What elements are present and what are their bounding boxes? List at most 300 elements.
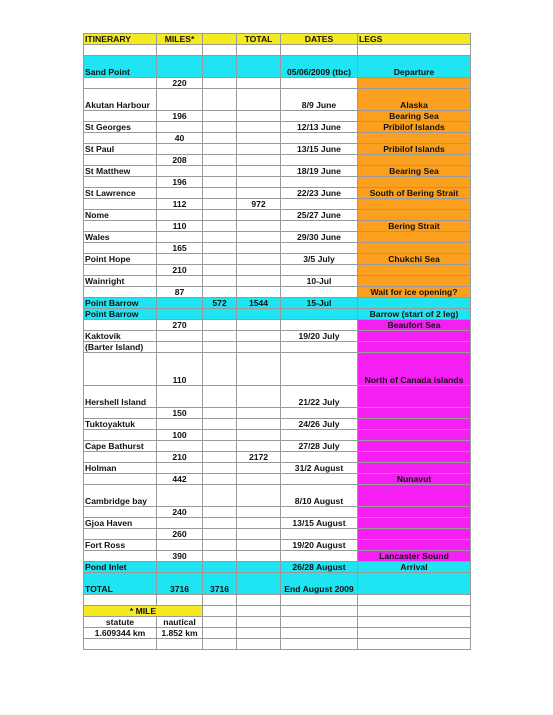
total-cell [237, 320, 281, 331]
itinerary-cell [84, 177, 157, 188]
total-cell [237, 45, 281, 56]
miles-cell: 270 [157, 320, 203, 331]
itinerary-cell: Point Barrow [84, 309, 157, 320]
header-total: TOTAL [237, 34, 281, 45]
table-row [84, 199, 471, 210]
legs-cell: Nunavut [358, 474, 471, 485]
miles-cell [157, 441, 203, 452]
total-cell [237, 562, 281, 573]
dates-cell: 25/27 June [281, 210, 358, 221]
total-cell [237, 485, 281, 507]
miles-cell [157, 232, 203, 243]
total-cell [237, 331, 281, 342]
header-row [84, 34, 471, 45]
table-row [84, 56, 471, 78]
legs-cell: Bearing Sea [358, 111, 471, 122]
dates-cell [281, 342, 358, 353]
legs-cell: North of Canada islands [358, 353, 471, 386]
total-cell [237, 155, 281, 166]
itinerary-cell [84, 408, 157, 419]
dates-cell: 27/28 July [281, 441, 358, 452]
dates-cell: 12/13 June [281, 122, 358, 133]
miles-cell: 442 [157, 474, 203, 485]
dates-cell: 29/30 June [281, 232, 358, 243]
miles-cell: 196 [157, 177, 203, 188]
legs-cell: Wait for ice opening? [358, 287, 471, 298]
total-cell [237, 232, 281, 243]
total-cell: 1544 [237, 298, 281, 309]
dates-cell: 13/15 August [281, 518, 358, 529]
legs-cell: Bearing Sea [358, 166, 471, 177]
total-cell [237, 210, 281, 221]
subtotal-cell [203, 331, 237, 342]
footnote-value-row [84, 628, 471, 639]
miles-cell [157, 188, 203, 199]
itinerary-cell: Wales [84, 232, 157, 243]
total-cell [237, 474, 281, 485]
dates-cell: End August 2009 [281, 573, 358, 595]
dates-cell [281, 78, 358, 89]
dates-cell: 8/9 June [281, 89, 358, 111]
itinerary-cell: TOTAL [84, 573, 157, 595]
itinerary-cell [84, 133, 157, 144]
subtotal-cell [203, 529, 237, 540]
miles-cell: 196 [157, 111, 203, 122]
itinerary-cell [84, 45, 157, 56]
dates-cell [281, 177, 358, 188]
dates-cell [281, 529, 358, 540]
legs-cell [358, 133, 471, 144]
subtotal-cell [203, 441, 237, 452]
itinerary-cell [84, 78, 157, 89]
miles-cell: 110 [157, 221, 203, 232]
subtotal-cell [203, 518, 237, 529]
miles-cell: 150 [157, 408, 203, 419]
table-row [84, 562, 471, 573]
miles-cell [157, 210, 203, 221]
itinerary-cell: Cambridge bay [84, 485, 157, 507]
total-cell [237, 133, 281, 144]
dates-cell: 31/2 August [281, 463, 358, 474]
table-row [84, 144, 471, 155]
subtotal-cell [203, 485, 237, 507]
dates-cell [281, 287, 358, 298]
itinerary-cell [84, 430, 157, 441]
legs-cell [358, 78, 471, 89]
total-cell [237, 551, 281, 562]
total-cell [237, 56, 281, 78]
spacer-row [84, 639, 471, 650]
table-row [84, 254, 471, 265]
subtotal-cell [203, 276, 237, 287]
legs-cell [358, 177, 471, 188]
miles-cell [157, 342, 203, 353]
legs-cell [358, 463, 471, 474]
total-cell [237, 89, 281, 111]
total-cell [237, 188, 281, 199]
miles-cell [157, 518, 203, 529]
miles-cell: 210 [157, 452, 203, 463]
dates-cell [281, 133, 358, 144]
total-cell [237, 287, 281, 298]
itinerary-cell [84, 353, 157, 386]
miles-cell [157, 309, 203, 320]
subtotal-cell [203, 243, 237, 254]
legs-cell [358, 331, 471, 342]
table-row [84, 419, 471, 430]
table-row [84, 353, 471, 386]
total-cell [237, 518, 281, 529]
itinerary-cell: Fort Ross [84, 540, 157, 551]
miles-cell [157, 419, 203, 430]
total-cell [237, 254, 281, 265]
miles-cell [157, 122, 203, 133]
table-row [84, 122, 471, 133]
itinerary-cell: Kaktovik [84, 331, 157, 342]
header-blank [203, 34, 237, 45]
legs-cell [358, 386, 471, 408]
table-row [84, 188, 471, 199]
total-cell [237, 386, 281, 408]
subtotal-cell [203, 474, 237, 485]
total-cell [237, 276, 281, 287]
miles-cell: 110 [157, 353, 203, 386]
total-cell [237, 111, 281, 122]
dates-cell [281, 309, 358, 320]
total-cell [237, 353, 281, 386]
table-row [84, 474, 471, 485]
subtotal-cell [203, 265, 237, 276]
dates-cell [281, 45, 358, 56]
legs-cell [358, 529, 471, 540]
legs-cell [358, 573, 471, 595]
total-cell [237, 507, 281, 518]
itinerary-cell [84, 452, 157, 463]
itinerary-cell: Point Hope [84, 254, 157, 265]
legs-cell: Bering Strait [358, 221, 471, 232]
table-row [84, 298, 471, 309]
total-cell [237, 408, 281, 419]
subtotal-cell [203, 45, 237, 56]
table-row [84, 430, 471, 441]
miles-cell [157, 463, 203, 474]
miles-cell [157, 56, 203, 78]
itinerary-cell: Hershell Island [84, 386, 157, 408]
table-row [84, 408, 471, 419]
table-row [84, 529, 471, 540]
dates-cell [281, 243, 358, 254]
dates-cell: 13/15 June [281, 144, 358, 155]
table-row [84, 133, 471, 144]
total-cell [237, 540, 281, 551]
dates-cell: 10-Jul [281, 276, 358, 287]
dates-cell [281, 430, 358, 441]
table-row [84, 342, 471, 353]
total-cell [237, 265, 281, 276]
table-row [84, 386, 471, 408]
subtotal-cell [203, 408, 237, 419]
legs-cell: South of Bering Strait [358, 188, 471, 199]
subtotal-cell [203, 111, 237, 122]
subtotal-cell [203, 287, 237, 298]
table-row [84, 441, 471, 452]
miles-cell: 112 [157, 199, 203, 210]
dates-cell [281, 199, 358, 210]
subtotal-cell [203, 254, 237, 265]
dates-cell [281, 507, 358, 518]
dates-cell [281, 320, 358, 331]
miles-cell: 165 [157, 243, 203, 254]
miles-cell: 240 [157, 507, 203, 518]
table-row [84, 276, 471, 287]
itinerary-cell: (Barter Island) [84, 342, 157, 353]
itinerary-cell: Cape Bathurst [84, 441, 157, 452]
total-cell [237, 309, 281, 320]
itinerary-cell: Akutan Harbour [84, 89, 157, 111]
total-cell [237, 573, 281, 595]
legs-cell [358, 408, 471, 419]
statute-value: 1.609344 km [84, 628, 157, 639]
subtotal-cell [203, 353, 237, 386]
footnote-title: * MILE [84, 606, 203, 617]
total-cell [237, 144, 281, 155]
legs-cell [358, 276, 471, 287]
subtotal-cell [203, 199, 237, 210]
legs-cell [358, 155, 471, 166]
legs-cell [358, 232, 471, 243]
itinerary-cell: Nome [84, 210, 157, 221]
table-row [84, 210, 471, 221]
miles-cell: 87 [157, 287, 203, 298]
legs-cell [358, 540, 471, 551]
itinerary-cell [84, 320, 157, 331]
miles-cell [157, 386, 203, 408]
header-itinerary: ITINERARY [84, 34, 157, 45]
subtotal-cell [203, 540, 237, 551]
dates-cell: 18/19 June [281, 166, 358, 177]
subtotal-cell [203, 166, 237, 177]
table-row [84, 111, 471, 122]
dates-cell [281, 265, 358, 276]
subtotal-cell [203, 155, 237, 166]
subtotal-cell [203, 89, 237, 111]
itinerary-cell: St Lawrence [84, 188, 157, 199]
miles-cell: 40 [157, 133, 203, 144]
subtotal-cell [203, 507, 237, 518]
table-row [84, 485, 471, 507]
miles-cell [157, 276, 203, 287]
subtotal-cell [203, 309, 237, 320]
itinerary-cell [84, 155, 157, 166]
table-row [84, 287, 471, 298]
dates-cell: 22/23 June [281, 188, 358, 199]
subtotal-cell [203, 133, 237, 144]
dates-cell [281, 111, 358, 122]
legs-cell: Lancaster Sound [358, 551, 471, 562]
table-row [84, 573, 471, 595]
legs-cell [358, 243, 471, 254]
total-cell [237, 441, 281, 452]
total-cell [237, 342, 281, 353]
table-row [84, 243, 471, 254]
miles-cell: 100 [157, 430, 203, 441]
itinerary-cell: Gjoa Haven [84, 518, 157, 529]
table-row [84, 331, 471, 342]
table-row [84, 89, 471, 111]
table-row [84, 45, 471, 56]
miles-cell [157, 298, 203, 309]
table-row [84, 551, 471, 562]
legs-cell: Alaska [358, 89, 471, 111]
miles-cell: 220 [157, 78, 203, 89]
table-row [84, 540, 471, 551]
legs-cell [358, 265, 471, 276]
itinerary-cell: St Georges [84, 122, 157, 133]
subtotal-cell [203, 210, 237, 221]
table-row [84, 155, 471, 166]
legs-cell [358, 45, 471, 56]
miles-cell [157, 485, 203, 507]
itinerary-cell [84, 474, 157, 485]
nautical-value: 1.852 km [157, 628, 203, 639]
itinerary-cell: Pond Inlet [84, 562, 157, 573]
itinerary-cell [84, 265, 157, 276]
dates-cell: 3/5 July [281, 254, 358, 265]
dates-cell [281, 452, 358, 463]
table-row [84, 463, 471, 474]
subtotal-cell [203, 463, 237, 474]
dates-cell [281, 353, 358, 386]
table-row [84, 518, 471, 529]
dates-cell [281, 474, 358, 485]
dates-cell: 8/10 August [281, 485, 358, 507]
subtotal-cell [203, 551, 237, 562]
table-row [84, 452, 471, 463]
dates-cell: 24/26 July [281, 419, 358, 430]
subtotal-cell [203, 430, 237, 441]
miles-cell: 208 [157, 155, 203, 166]
miles-cell [157, 89, 203, 111]
total-cell [237, 463, 281, 474]
legs-cell: Pribilof Islands [358, 122, 471, 133]
dates-cell: 19/20 July [281, 331, 358, 342]
total-cell [237, 177, 281, 188]
miles-cell [157, 144, 203, 155]
total-cell [237, 122, 281, 133]
subtotal-cell: 572 [203, 298, 237, 309]
itinerary-cell: Point Barrow [84, 298, 157, 309]
table-row [84, 507, 471, 518]
footnote-title-row [84, 606, 471, 617]
table-row [84, 177, 471, 188]
subtotal-cell [203, 342, 237, 353]
miles-cell [157, 45, 203, 56]
legs-cell: Chukchi Sea [358, 254, 471, 265]
total-cell [237, 430, 281, 441]
dates-cell [281, 221, 358, 232]
itinerary-cell [84, 507, 157, 518]
dates-cell: 21/22 July [281, 386, 358, 408]
subtotal-cell [203, 320, 237, 331]
legs-cell [358, 298, 471, 309]
legs-cell: Beaufort Sea [358, 320, 471, 331]
table-row [84, 166, 471, 177]
itinerary-cell [84, 551, 157, 562]
dates-cell [281, 155, 358, 166]
dates-cell [281, 408, 358, 419]
subtotal-cell [203, 188, 237, 199]
itinerary-cell [84, 243, 157, 254]
miles-cell [157, 254, 203, 265]
itinerary-cell: Tuktoyaktuk [84, 419, 157, 430]
total-cell [237, 221, 281, 232]
subtotal-cell [203, 144, 237, 155]
subtotal-cell [203, 562, 237, 573]
miles-cell [157, 166, 203, 177]
statute-label: statute [84, 617, 157, 628]
miles-cell: 210 [157, 265, 203, 276]
legs-cell [358, 419, 471, 430]
itinerary-cell: Holman [84, 463, 157, 474]
subtotal-cell [203, 386, 237, 408]
itinerary-cell [84, 199, 157, 210]
legs-cell [358, 210, 471, 221]
miles-cell [157, 331, 203, 342]
legs-cell [358, 518, 471, 529]
itinerary-cell [84, 529, 157, 540]
itinerary-table [83, 33, 471, 650]
subtotal-cell [203, 221, 237, 232]
dates-cell: 19/20 August [281, 540, 358, 551]
legs-cell [358, 342, 471, 353]
miles-cell: 390 [157, 551, 203, 562]
header-legs: LEGS [358, 34, 471, 45]
itinerary-cell: Wainright [84, 276, 157, 287]
itinerary-cell: St Paul [84, 144, 157, 155]
footnote-label-row [84, 617, 471, 628]
subtotal-cell [203, 122, 237, 133]
subtotal-cell [203, 56, 237, 78]
legs-cell [358, 199, 471, 210]
miles-cell: 260 [157, 529, 203, 540]
total-cell [237, 166, 281, 177]
dates-cell: 15-Jul [281, 298, 358, 309]
table-row [84, 221, 471, 232]
legs-cell: Barrow (start of 2 leg) [358, 309, 471, 320]
itinerary-cell [84, 221, 157, 232]
legs-cell [358, 441, 471, 452]
table-row [84, 232, 471, 243]
header-dates: DATES [281, 34, 358, 45]
subtotal-cell [203, 419, 237, 430]
total-cell: 2172 [237, 452, 281, 463]
total-cell [237, 243, 281, 254]
table-row [84, 309, 471, 320]
dates-cell: 05/06/2009 (tbc) [281, 56, 358, 78]
table-row [84, 320, 471, 331]
legs-cell: Arrival [358, 562, 471, 573]
itinerary-cell: St Matthew [84, 166, 157, 177]
legs-cell [358, 430, 471, 441]
legs-cell: Departure [358, 56, 471, 78]
legs-cell [358, 507, 471, 518]
legs-cell [358, 485, 471, 507]
subtotal-cell [203, 452, 237, 463]
total-cell: 972 [237, 199, 281, 210]
miles-cell: 3716 [157, 573, 203, 595]
legs-cell [358, 452, 471, 463]
dates-cell [281, 551, 358, 562]
